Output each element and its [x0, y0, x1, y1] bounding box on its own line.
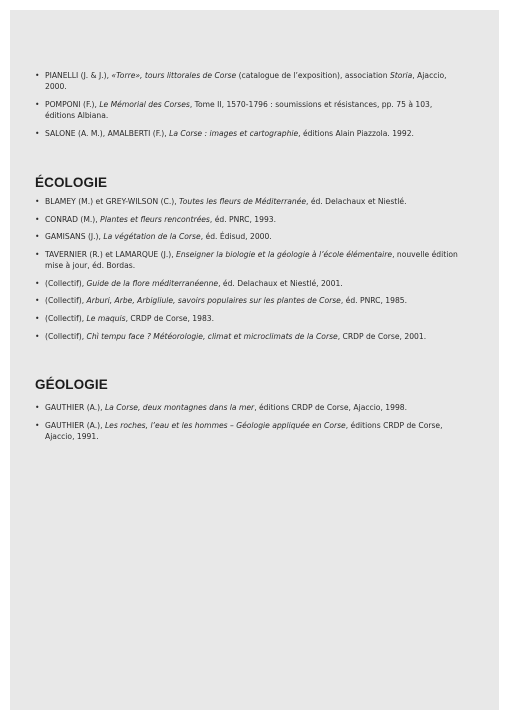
- reference-item: • GAUTHIER (A.), La Corse, deux montagnes dans la mer, éditions CRDP de Corse, Ajaccio, 1998.: [35, 403, 408, 412]
- bibliography-geologie-section: [35, 402, 463, 449]
- reference-item: • SALONE (A. M.), AMALBERTI (F.), La Corse : images et cartographie, éditions Alain Piazzola. 1992.: [35, 129, 414, 138]
- reference-item: • GAUTHIER (A.), Les roches, l’eau et les hommes – Géologie appliquée en Corse, éditions CRDP de Corse, Ajaccio, 1991.: [35, 420, 443, 441]
- reference-list: [35, 70, 463, 139]
- bibliography-history-section: [35, 70, 463, 146]
- bullet-icon: •: [35, 214, 40, 224]
- reference-item: • TAVERNIER (R.) et LAMARQUE (J.), Enseigner la biologie et la géologie à l’école élémentaire, nouvelle édition mise à jour, éd. Bordas.: [35, 249, 458, 271]
- reference-list: [35, 402, 463, 442]
- reference-item: • (Collectif), Chì tempu face ? Météorologie, climat et microclimats de la Corse, CRDP de Corse, 2001.: [35, 331, 427, 341]
- reference-item: • GAMISANS (J.), La végétation de la Corse, éd. Édisud, 2000.: [35, 232, 272, 242]
- reference-item: • POMPONI (F.), Le Mémorial des Corses, Tome II, 1570-1796 : soumissions et résistances, pp. 75 à 103, éditions Albiana.: [35, 100, 433, 121]
- bullet-icon: •: [35, 331, 40, 341]
- bullet-icon: •: [35, 420, 40, 430]
- bullet-icon: •: [35, 197, 40, 206]
- bullet-icon: •: [35, 313, 40, 323]
- section-heading-geologie: GÉOLOGIE: [35, 377, 108, 392]
- bullet-icon: •: [35, 71, 40, 80]
- reference-item: • (Collectif), Arburi, Arbe, Arbigliule, savoirs populaires sur les plantes de Corse, éd. PNRC, 1985.: [35, 296, 408, 306]
- bullet-icon: •: [35, 296, 40, 306]
- bullet-icon: •: [35, 129, 40, 138]
- bullet-icon: •: [35, 249, 40, 259]
- bullet-icon: •: [35, 232, 40, 242]
- bullet-icon: •: [35, 100, 40, 109]
- reference-item: • BLAMEY (M.) et GREY-WILSON (C.), Toutes les fleurs de Méditerranée, éd. Delachaux et Niestlé.: [35, 197, 407, 206]
- bullet-icon: •: [35, 403, 40, 412]
- reference-item: • (Collectif), Guide de la flore méditerranéenne, éd. Delachaux et Niestlé, 2001.: [35, 278, 343, 288]
- reference-item: • PIANELLI (J. & J.), «Torre», tours littorales de Corse (catalogue de l’exposition), association Storia, Ajaccio, 2000.: [35, 71, 447, 92]
- bullet-icon: •: [35, 278, 40, 288]
- reference-item: • CONRAD (M.), Plantes et fleurs rencontrées, éd. PNRC, 1993.: [35, 214, 277, 224]
- reference-item: • (Collectif), Le maquis, CRDP de Corse, 1983.: [35, 313, 215, 323]
- bibliography-ecologie-section: [35, 196, 463, 348]
- reference-list: [35, 196, 463, 342]
- section-heading-ecologie: ÉCOLOGIE: [35, 175, 108, 190]
